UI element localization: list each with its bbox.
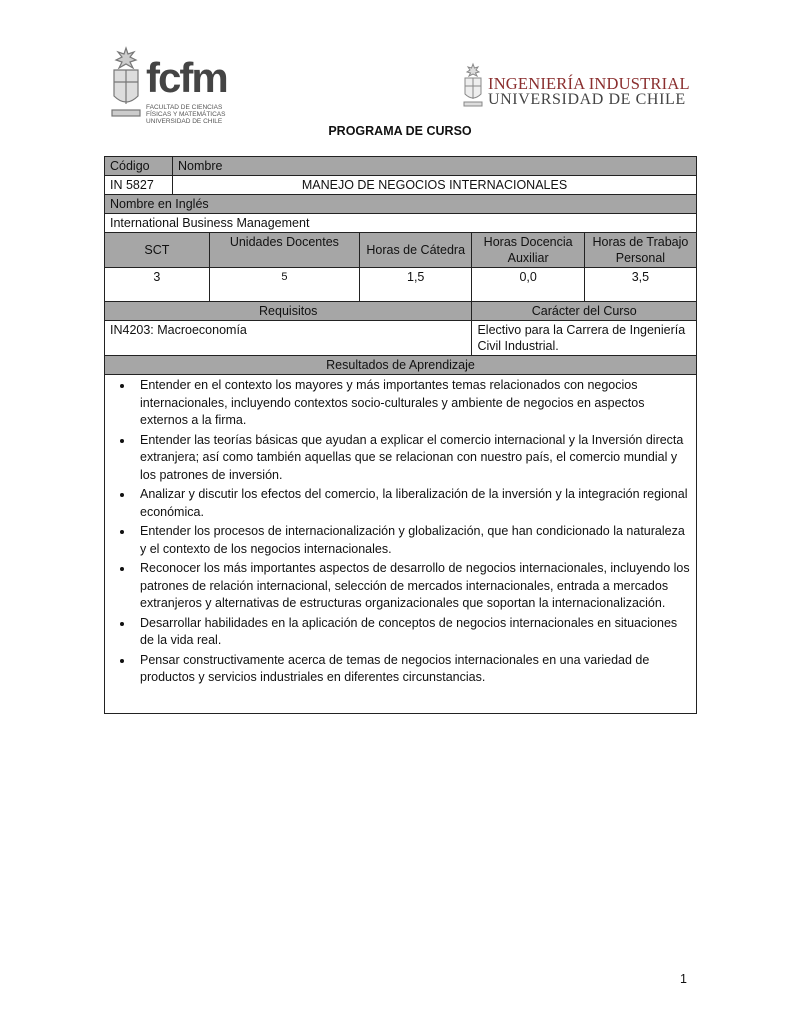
code-name-row (105, 176, 697, 195)
horas-auxiliar-header: Horas Docencia Auxiliar (472, 233, 584, 268)
english-name-header-row (105, 195, 697, 214)
list-item: • Entender los procesos de internacionalización y globalización, que han condicionado la naturaleza y el contexto de los negocios internacionales. (134, 523, 691, 558)
course-program-table (104, 156, 697, 714)
requirements-row (105, 321, 697, 356)
list-item: • Pensar constructivamente acerca de temas de negocios internacionales en una variedad de productos y servicios industriales en diferentes circunstancias. (134, 652, 691, 687)
english-name-label: Nombre en Inglés (105, 195, 697, 214)
horas-personal-value: 3,5 (584, 268, 696, 302)
sct-header: SCT (105, 233, 210, 268)
requirements-header-row (105, 302, 697, 321)
code-name-header-row (105, 157, 697, 176)
unidades-docentes-value: 5 (209, 268, 359, 302)
course-code: IN 5827 (105, 176, 173, 195)
page-number: 1 (680, 972, 687, 986)
results-header-row (105, 356, 697, 375)
horas-catedra-value: 1,5 (359, 268, 472, 302)
university-seal-icon (461, 62, 485, 108)
credits-values-row (105, 268, 697, 302)
requirements-label: Requisitos (105, 302, 472, 321)
course-character-label: Carácter del Curso (472, 302, 697, 321)
english-name-row (105, 214, 697, 233)
code-label: Código (105, 157, 173, 176)
requirements-value: IN4203: Macroeconomía (105, 321, 472, 356)
course-character-value: Electivo para la Carrera de Ingeniería Civil Industrial. (472, 321, 697, 356)
name-label: Nombre (173, 157, 697, 176)
learning-results-list (110, 377, 691, 687)
results-row (105, 375, 697, 714)
university-seal-icon (106, 44, 146, 124)
list-item: • Entender en el contexto los mayores y más importantes temas relacionados con negocios internacionales, incluyendo contextos socio-culturales y ambiente de negocios en aspectos externos a la firma. (134, 377, 691, 430)
document-title: PROGRAMA DE CURSO (328, 124, 472, 138)
learning-results-cell (105, 375, 697, 714)
fcfm-logo-subtitle: FACULTAD DE CIENCIAS FÍSICAS Y MATEMÁTICAS UNIVERSIDAD DE CHILE (146, 104, 226, 125)
list-item: • Reconocer los más importantes aspectos de desarrollo de negocios internacionales, incluyendo los patrones de relación internacional, selección de mercados internacionales, entrada a mercados extranjeros y alternativas de estructuras organizacionales que soportan la internacionalización. (134, 560, 691, 613)
logo-subtitle: UNIVERSIDAD DE CHILE (488, 91, 686, 108)
unidades-docentes-header: Unidades Docentes (209, 233, 359, 268)
horas-auxiliar-value: 0,0 (472, 268, 584, 302)
logo-title: INGENIERÍA INDUSTRIAL (488, 74, 690, 93)
list-item: • Desarrollar habilidades en la aplicación de conceptos de negocios internacionales en situaciones de la vida real. (134, 615, 691, 650)
list-item: • Analizar y discutir los efectos del comercio, la liberalización de la inversión y la integración regional económica. (134, 486, 691, 521)
english-name: International Business Management (105, 214, 697, 233)
learning-results-label: Resultados de Aprendizaje (105, 356, 697, 375)
horas-personal-header: Horas de Trabajo Personal (584, 233, 696, 268)
list-item: • Entender las teorías básicas que ayudan a explicar el comercio internacional y la Inversión directa extranjera; así como también aquellas que se relacionan con nuestro país, el comercio mundial y los patrones de inversión. (134, 432, 691, 485)
horas-catedra-header: Horas de Cátedra (359, 233, 472, 268)
fcfm-logo-text: fcfm (146, 54, 227, 101)
course-name: MANEJO DE NEGOCIOS INTERNACIONALES (173, 176, 697, 195)
sct-value: 3 (105, 268, 210, 302)
credits-header-row (105, 233, 697, 268)
